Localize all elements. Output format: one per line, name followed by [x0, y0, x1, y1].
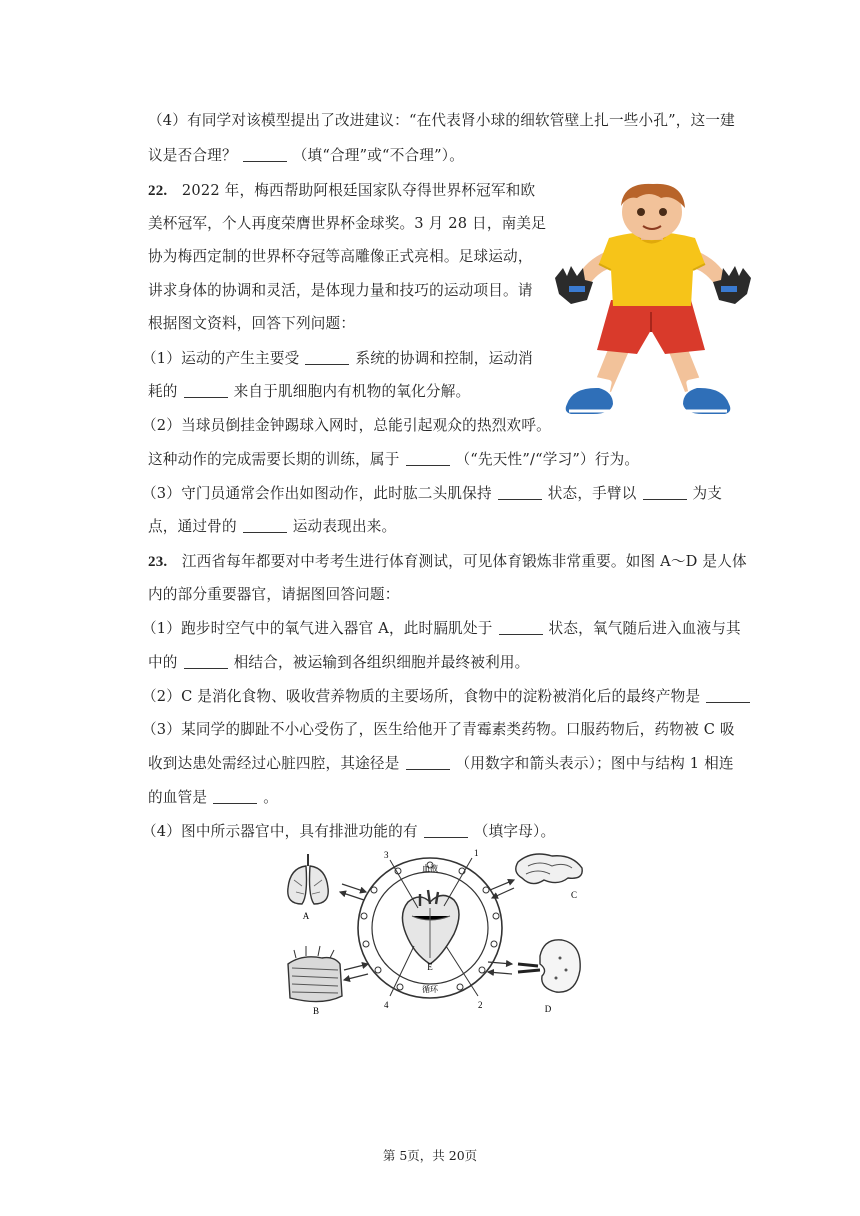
answer-blank[interactable]: [424, 823, 468, 838]
q23-part1-text2: 状态，氧气随后进入血液与其: [548, 620, 741, 637]
q22-part1-line1: [142, 348, 533, 370]
number-4: 4: [384, 1000, 389, 1010]
q23-part3-text: 收到达患处需经过心脏四腔，其途径是: [148, 755, 400, 772]
q23-part3-line1: （3）某同学的脚趾不小心受伤了，医生给他开了青霉素类药物。口服药物后，药物被 C 吸: [142, 721, 735, 738]
q22-part3-line1: [142, 483, 722, 505]
q22-part2-text: 这种动作的完成需要长期的训练，属于: [148, 451, 400, 468]
q22-part1-line2: [148, 381, 470, 403]
label-d: D: [544, 1004, 552, 1014]
q23-intro-text: 江西省每年都要对中考考生进行体育测试，可见体育锻炼非常重要。如图 A～D 是人体: [181, 553, 747, 570]
label-e: E: [427, 962, 433, 972]
answer-blank[interactable]: [406, 755, 450, 770]
q21-part4-line1: （4）有同学对该模型提出了改进建议：“在代表肾小球的细软管壁上扎一些小孔”，这一建: [148, 112, 735, 129]
answer-blank[interactable]: [305, 350, 349, 365]
q23-part2-text: （2）C 是消化食物、吸收营养物质的主要场所，食物中的淀粉被消化后的最终产物是: [142, 688, 701, 705]
q22-part3-text3: 为支: [692, 485, 723, 502]
q23-part1-text: （1）跑步时空气中的氧气进入器官 A，此时膈肌处于: [142, 620, 493, 637]
label-a: A: [302, 911, 310, 921]
answer-blank[interactable]: [243, 147, 287, 162]
q22-intro-line5: 根据图文资料，回答下列问题：: [148, 315, 356, 332]
q23-part1-line2: [148, 652, 529, 674]
q22-part3-line2: [148, 516, 396, 538]
q22-part2-line1: （2）当球员倒挂金钟踢球入网时，总能引起观众的热烈欢呼。: [142, 417, 551, 434]
q21-part4-text: 议是否合理？: [148, 147, 237, 164]
q23-intro-line1: [148, 551, 747, 573]
ring-label-top: 血液: [422, 864, 438, 873]
q22-intro-text: 2022 年，梅西帮助阿根廷国家队夺得世界杯冠军和欧: [181, 182, 536, 199]
q23-part3-text3: 的血管是: [148, 789, 208, 806]
answer-blank[interactable]: [499, 620, 543, 635]
answer-blank[interactable]: [184, 383, 228, 398]
label-b: B: [312, 1006, 320, 1016]
lungs-icon: [288, 854, 328, 904]
q22-part1-text2: 系统的协调和控制，运动消: [355, 350, 533, 367]
ring-label-bottom: 循环: [422, 985, 438, 994]
number-2: 2: [478, 1000, 483, 1010]
answer-blank[interactable]: [706, 688, 750, 703]
q21-part4-hint: （填“合理”或“不合理”）。: [292, 147, 465, 164]
q23-part3-line3: [148, 787, 278, 809]
q22-part1-text4: 来自于肌细胞内有机物的氧化分解。: [233, 383, 471, 400]
q23-part4-line1: [142, 821, 555, 843]
answer-blank[interactable]: [213, 789, 257, 804]
q22-part3-text: （3）守门员通常会作出如图动作，此时肱二头肌保持: [142, 485, 492, 502]
q21-part4-line2: [148, 145, 464, 167]
answer-blank[interactable]: [243, 518, 287, 533]
q22-intro-line1: [148, 180, 535, 202]
answer-blank[interactable]: [643, 485, 687, 500]
q23-part1-line1: [142, 618, 741, 640]
q22-part1-text: （1）运动的产生主要受: [142, 350, 300, 367]
answer-blank[interactable]: [406, 451, 450, 466]
question-number: 22.: [148, 183, 168, 199]
q23-part3-line2: [148, 753, 734, 775]
q23-part3-text4: 。: [263, 789, 278, 806]
q22-intro-line3: 协为梅西定制的世界杯夺冠等高雕像正式亮相。足球运动，: [148, 248, 533, 265]
label-c: C: [570, 890, 578, 900]
circulation-diagram: [282, 846, 592, 1018]
number-3: 3: [384, 850, 389, 860]
q22-part3-text2: 状态，手臂以: [547, 485, 637, 502]
q22-part2-line2: [148, 449, 639, 471]
answer-blank[interactable]: [184, 654, 228, 669]
q22-part2-hint: （“先天性”/“学习”）行为。: [455, 451, 640, 468]
q22-part3-text5: 运动表现出来。: [292, 518, 397, 535]
q22-intro-line4: 讲求身体的协调和灵活，是体现力量和技巧的运动项目。请: [148, 282, 533, 299]
answer-blank[interactable]: [498, 485, 542, 500]
page-footer: 第 5页，共 20页: [382, 1148, 478, 1163]
number-1: 1: [474, 848, 479, 858]
q23-part2-line1: [142, 686, 756, 708]
q23-intro-line2: 内的部分重要器官，请据图回答问题：: [148, 586, 400, 603]
q23-part3-text2: （用数字和箭头表示）；图中与结构 1 相连: [455, 755, 734, 772]
tissue-icon: [288, 946, 342, 1002]
q22-part3-text4: 点，通过骨的: [148, 518, 237, 535]
q23-part4-text: （4）图中所示器官中，具有排泄功能的有: [142, 823, 418, 840]
q23-part4-hint: （填字母）。: [473, 823, 556, 840]
q22-intro-line2: 美杯冠军，个人再度荣膺世界杯金球奖。3 月 28 日，南美足: [148, 215, 547, 232]
kidney-icon: [518, 940, 580, 992]
q22-part1-text3: 耗的: [148, 383, 178, 400]
q23-part1-text3: 中的: [148, 654, 178, 671]
question-number: 23.: [148, 554, 168, 570]
q23-part1-text4: 相结合，被运输到各组织细胞并最终被利用。: [233, 654, 530, 671]
small-intestine-icon: [516, 854, 582, 884]
goalkeeper-illustration: [553, 182, 753, 420]
